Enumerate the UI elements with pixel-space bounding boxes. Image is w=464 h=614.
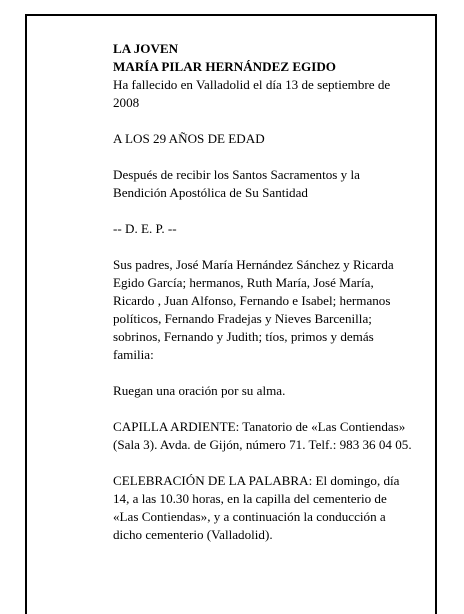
prayer-line: Ruegan una oración por su alma. — [113, 383, 286, 398]
spacer — [113, 454, 413, 472]
chapel-paragraph: CAPILLA ARDIENTE: Tanatorio de «Las Contiendas» (Sala 3). Avda. de Gijón, número 71. Telf.: 983 36 04 05. — [113, 419, 412, 452]
age-line: A LOS 29 AÑOS DE EDAD — [113, 131, 265, 146]
spacer — [113, 112, 413, 130]
family-paragraph: Sus padres, José María Hernández Sánchez y Ricarda Egido García; hermanos, Ruth María, José María, Ricardo , Juan Alfonso, Fernando e Isabel; hermanos políticos, Fernando Fradejas y Nieves Barcenilla; sobrinos, Fernando y Judith; tíos, primos y demás familia: — [113, 257, 394, 362]
obituary-notice — [113, 40, 413, 544]
spacer — [113, 364, 413, 382]
deceased-name: MARÍA PILAR HERNÁNDEZ EGIDO — [113, 59, 336, 74]
spacer — [113, 148, 413, 166]
title-line-1: LA JOVEN — [113, 41, 179, 56]
spacer — [113, 400, 413, 418]
rip-line: -- D. E. P. -- — [113, 221, 177, 236]
sacraments-line: Después de recibir los Santos Sacramentos y la Bendición Apostólica de Su Santidad — [113, 167, 360, 200]
spacer — [113, 238, 413, 256]
ceremony-paragraph: CELEBRACIÓN DE LA PALABRA: El domingo, día 14, a las 10.30 horas, en la capilla del cementerio de «Las Contiendas», y a continuación la conducción a dicho cementerio (Valladolid). — [113, 473, 400, 542]
spacer — [113, 202, 413, 220]
death-announcement: Ha fallecido en Valladolid el día 13 de septiembre de 2008 — [113, 77, 391, 110]
